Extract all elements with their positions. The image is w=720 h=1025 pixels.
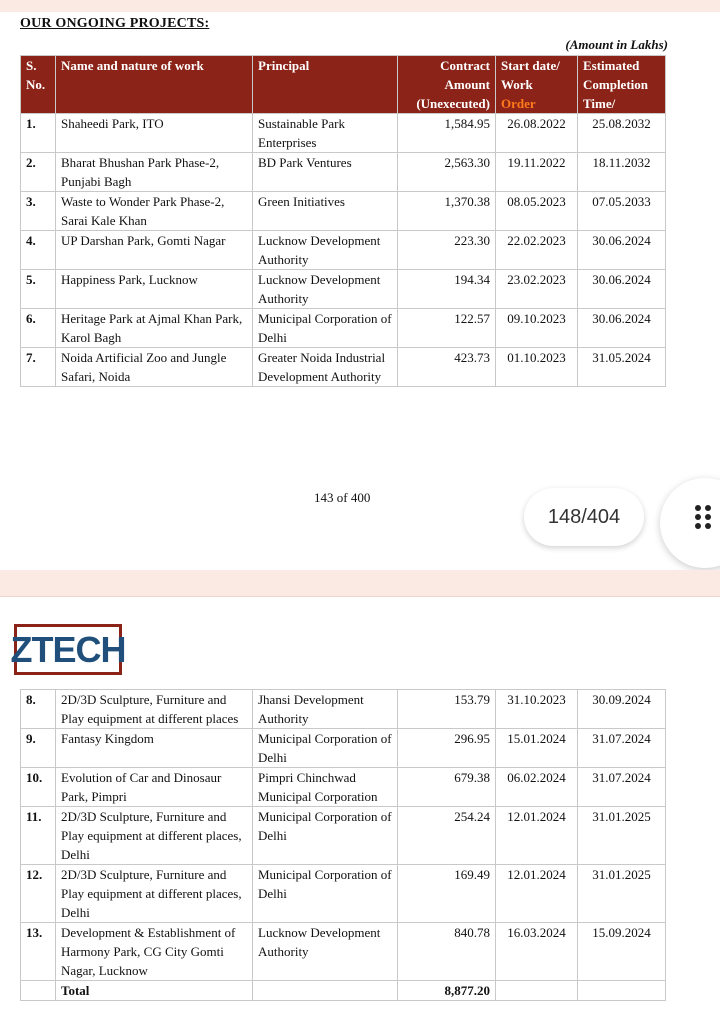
row-start-date: 06.02.2024 [496,768,578,807]
table-row [21,270,666,309]
header-principal: Principal [253,56,398,114]
row-end-date: 31.01.2025 [578,807,666,865]
row-end-date: 30.06.2024 [578,270,666,309]
row-amount: 1,584.95 [398,114,496,153]
row-principal: Jhansi Development Authority [253,690,398,729]
total-label: Total [56,981,253,1001]
row-name: Bharat Bhushan Park Phase-2, Punjabi Bagh [56,153,253,192]
row-sno: 10. [21,768,56,807]
row-principal: Lucknow Development Authority [253,270,398,309]
table-row [21,153,666,192]
row-sno: 9. [21,729,56,768]
header-contract: Contract Amount (Unexecuted) [398,56,496,114]
row-sno: 2. [21,153,56,192]
table-row [21,865,666,923]
row-sno: 3. [21,192,56,231]
projects-table-page1 [20,55,666,387]
row-amount: 122.57 [398,309,496,348]
row-amount: 254.24 [398,807,496,865]
row-end-date: 25.08.2032 [578,114,666,153]
row-sno: 8. [21,690,56,729]
table-row [21,807,666,865]
row-principal: Municipal Corporation of Delhi [253,865,398,923]
row-end-date: 31.07.2024 [578,768,666,807]
row-start-date: 08.05.2023 [496,192,578,231]
row-name: Development & Establishment of Harmony Park, CG City Gomti Nagar, Lucknow [56,923,253,981]
row-principal: Lucknow Development Authority [253,923,398,981]
row-principal: Green Initiatives [253,192,398,231]
row-name: Fantasy Kingdom [56,729,253,768]
row-sno: 11. [21,807,56,865]
row-name: Shaheedi Park, ITO [56,114,253,153]
row-principal: Lucknow Development Authority [253,231,398,270]
row-amount: 194.34 [398,270,496,309]
table-row [21,690,666,729]
table-row [21,923,666,981]
total-row [21,981,666,1001]
row-name: UP Darshan Park, Gomti Nagar [56,231,253,270]
row-sno: 4. [21,231,56,270]
row-sno: 12. [21,865,56,923]
row-name: 2D/3D Sculpture, Furniture and Play equipment at different places, Delhi [56,807,253,865]
row-name: 2D/3D Sculpture, Furniture and Play equipment at different places [56,690,253,729]
top-band [0,0,720,12]
row-start-date: 09.10.2023 [496,309,578,348]
row-amount: 169.49 [398,865,496,923]
row-principal: Municipal Corporation of Delhi [253,807,398,865]
row-start-date: 16.03.2024 [496,923,578,981]
page-number: 143 of 400 [314,490,371,505]
row-amount: 423.73 [398,348,496,387]
row-sno: 7. [21,348,56,387]
row-principal: BD Park Ventures [253,153,398,192]
row-start-date: 31.10.2023 [496,690,578,729]
table-row [21,309,666,348]
menu-button[interactable] [660,478,720,568]
row-amount: 223.30 [398,231,496,270]
page-indicator-pill[interactable]: 148/404 [524,488,644,546]
projects-table-page2 [20,689,666,1001]
row-start-date: 26.08.2022 [496,114,578,153]
total-spacer-3 [496,981,578,1001]
row-amount: 2,563.30 [398,153,496,192]
total-spacer-4 [578,981,666,1001]
row-name: Happiness Park, Lucknow [56,270,253,309]
header-sno: S. No. [21,56,56,114]
row-end-date: 15.09.2024 [578,923,666,981]
row-amount: 153.79 [398,690,496,729]
row-principal: Pimpri Chinchwad Municipal Corporation [253,768,398,807]
row-sno: 1. [21,114,56,153]
table-header-row [21,56,666,114]
header-name: Name and nature of work [56,56,253,114]
row-end-date: 07.05.2033 [578,192,666,231]
row-sno: 13. [21,923,56,981]
row-name: 2D/3D Sculpture, Furniture and Play equipment at different places, Delhi [56,865,253,923]
row-amount: 679.38 [398,768,496,807]
row-start-date: 15.01.2024 [496,729,578,768]
row-sno: 5. [21,270,56,309]
row-end-date: 30.09.2024 [578,690,666,729]
total-spacer-2 [253,981,398,1001]
row-name: Heritage Park at Ajmal Khan Park, Karol Bagh [56,309,253,348]
row-name: Waste to Wonder Park Phase-2, Sarai Kale Khan [56,192,253,231]
table-row [21,348,666,387]
table-row [21,114,666,153]
row-amount: 840.78 [398,923,496,981]
row-principal: Greater Noida Industrial Development Authority [253,348,398,387]
row-sno: 6. [21,309,56,348]
row-end-date: 31.05.2024 [578,348,666,387]
row-amount: 1,370.38 [398,192,496,231]
ztech-logo: ZTECH [14,624,122,675]
page-divider [0,596,720,597]
row-amount: 296.95 [398,729,496,768]
row-name: Evolution of Car and Dinosaur Park, Pimpri [56,768,253,807]
total-spacer [21,981,56,1001]
table-row [21,231,666,270]
table-row [21,192,666,231]
row-end-date: 31.01.2025 [578,865,666,923]
amount-note: (Amount in Lakhs) [565,37,668,52]
total-amount: 8,877.20 [398,981,496,1001]
row-end-date: 30.06.2024 [578,231,666,270]
header-start: Start date/ Work Order [496,56,578,114]
section-heading: OUR ONGOING PROJECTS: [20,16,210,31]
row-principal: Municipal Corporation of Delhi [253,729,398,768]
table-row [21,768,666,807]
row-start-date: 12.01.2024 [496,865,578,923]
row-end-date: 30.06.2024 [578,309,666,348]
row-start-date: 22.02.2023 [496,231,578,270]
row-principal: Sustainable Park Enterprises [253,114,398,153]
row-end-date: 18.11.2032 [578,153,666,192]
header-estimated: Estimated Completion Time/ [578,56,666,114]
row-start-date: 12.01.2024 [496,807,578,865]
row-end-date: 31.07.2024 [578,729,666,768]
row-start-date: 19.11.2022 [496,153,578,192]
row-name: Noida Artificial Zoo and Jungle Safari, Noida [56,348,253,387]
row-start-date: 23.02.2023 [496,270,578,309]
page-gap [0,570,720,596]
table-row [21,729,666,768]
row-principal: Municipal Corporation of Delhi [253,309,398,348]
row-start-date: 01.10.2023 [496,348,578,387]
